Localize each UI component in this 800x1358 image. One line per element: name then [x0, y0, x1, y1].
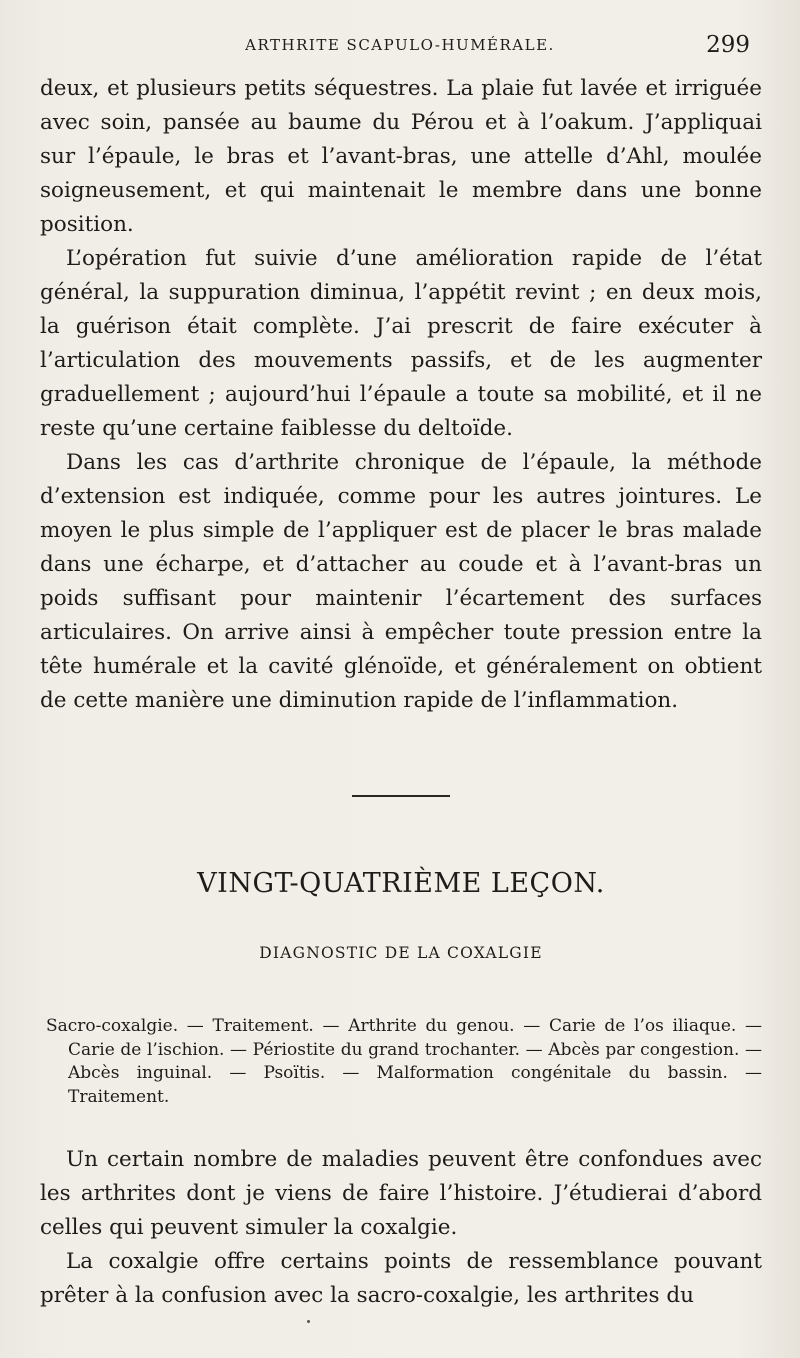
paragraph: Un certain nombre de maladies peuvent être confondues avec les arthrites dont je viens de faire l’histoire. J’étudierai d’abord celles qui peuvent simuler la coxalgie. — [40, 1147, 762, 1240]
lecon-subtitle: DIAGNOSTIC DE LA COXALGIE — [259, 944, 543, 962]
page-number: 299 — [706, 32, 750, 58]
paragraph: L’opération fut suivie d’une amélioration rapide de l’état général, la suppuration diminua, l’appétit revint ; en deux mois, la guérison était complète. J’ai prescrit de faire exécuter à l’articulation des mouvements passifs, et de les augmenter graduellement ; aujourd’hui l’épaule a toute sa mobilité, et il ne reste qu’une certaine faiblesse du deltoïde. — [40, 246, 762, 441]
page-header — [40, 32, 760, 62]
closing-text — [40, 1143, 762, 1313]
summary-text: Sacro-coxalgie. — Traitement. — Arthrite du genou. — Carie de l’os iliaque. — Carie de l’ischion. — Périostite du grand trochanter. — Abcès par congestion. — Abcès inguinal. — Psoïtis. — Malformation congénitale du bassin. — Traitement. — [46, 1016, 762, 1107]
paragraph-continued: deux, et plusieurs petits séquestres. La plaie fut lavée et irriguée avec soin, pansée au baume du Pérou et à l’oakum. J’appliquai sur l’épaule, le bras et l’avant-bras, une attelle d’Ahl, moulée soigneusement, et qui maintenait le membre dans une bonne position. — [40, 76, 762, 237]
print-speck — [307, 1320, 310, 1323]
body-text — [40, 72, 762, 718]
paragraph: La coxalgie offre certains points de ressemblance pouvant prêter à la confusion avec la sacro-coxalgie, les arthrites du — [40, 1249, 762, 1308]
lecon-summary — [46, 1015, 762, 1109]
lecon-title: VINGT-QUATRIÈME LEÇON. — [197, 868, 605, 899]
running-head: ARTHRITE SCAPULO-HUMÉRALE. — [245, 36, 555, 54]
section-divider — [352, 795, 450, 797]
paragraph: Dans les cas d’arthrite chronique de l’épaule, la méthode d’extension est indiquée, comme pour les autres jointures. Le moyen le plus simple de l’appliquer est de placer le bras malade dans une écharpe, et d’attacher au coude et à l’avant-bras un poids suffisant pour maintenir l’écartement des surfaces articulaires. On arrive ainsi à empêcher toute pression entre la tête humérale et la cavité glénoïde, et généralement on obtient de cette manière une diminution rapide de l’inflammation. — [40, 450, 762, 713]
